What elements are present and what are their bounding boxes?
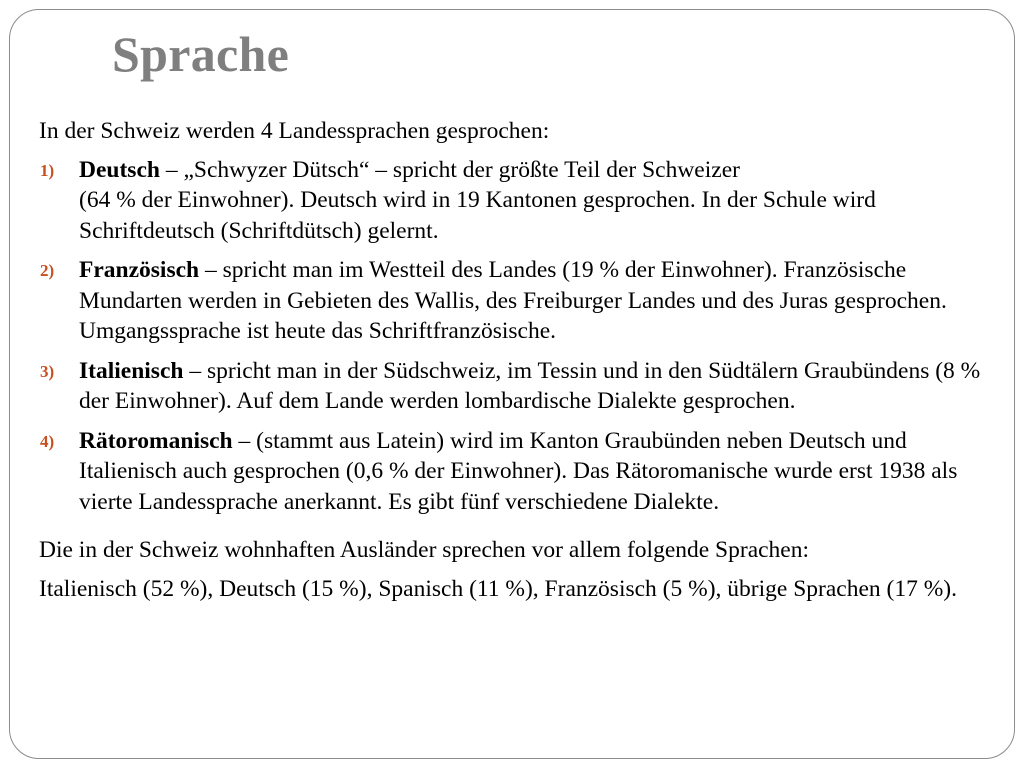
list-item-deutsch: [39, 155, 999, 247]
language-list: [39, 155, 999, 518]
language-term: Französisch: [79, 257, 200, 283]
list-number: 4): [40, 431, 55, 451]
foreigners-languages: Italienisch (52 %), Deutsch (15 %), Spanisch (11 %), Französisch (5 %), übrige Sprachen (17 %).: [39, 575, 957, 602]
foreigners-intro: Die in der Schweiz wohnhaften Ausländer sprechen vor allem folgende Sprachen:: [39, 537, 810, 563]
list-number: 3): [40, 361, 55, 381]
language-description: – „Schwyzer Dütsch“ – spricht der größte Teil der Schweizer: [159, 156, 740, 183]
slide-content: [39, 116, 999, 612]
language-term: Italienisch: [79, 357, 184, 384]
list-item-raetoromanisch: [39, 426, 999, 518]
intro-text: In der Schweiz werden 4 Landessprachen gesprochen:: [39, 118, 550, 144]
list-item-italienisch: [39, 356, 999, 417]
list-item-franzoesisch: [39, 255, 999, 347]
list-number: 1): [40, 160, 55, 180]
list-number: 2): [40, 261, 55, 280]
language-term: Deutsch: [79, 156, 160, 183]
language-term: Rätoromanisch: [79, 427, 233, 454]
slide-title: Sprache: [112, 26, 290, 82]
language-description: – spricht man in der Südschweiz, im Tessin und in den Südtälern Graubündens (8 % der Einwohner). Auf dem Lande werden lombardische Dialekte gesprochen.: [79, 357, 981, 414]
language-description: – (stammt aus Latein) wird im Kanton Graubünden neben Deutsch und Italienisch auch gesprochen (0,6 % der Einwohner). Das Rätoromanische wurde erst 1938 als vierte Landessprache anerkannt. Es gibt fünf verschiedene Dialekte.: [79, 427, 958, 515]
language-description-continued: (64 % der Einwohner). Deutsch wird in 19 Kantonen gesprochen. In der Schule wird Schriftdeutsch (Schriftdütsch) gelernt.: [79, 187, 876, 244]
language-description: – spricht man im Westteil des Landes (19 % der Einwohner). Französische Mundarten werden in Gebieten des Wallis, des Freiburger Landes und des Juras gesprochen. Umgangssprache ist heute das Schriftfranzösische.: [79, 257, 947, 344]
